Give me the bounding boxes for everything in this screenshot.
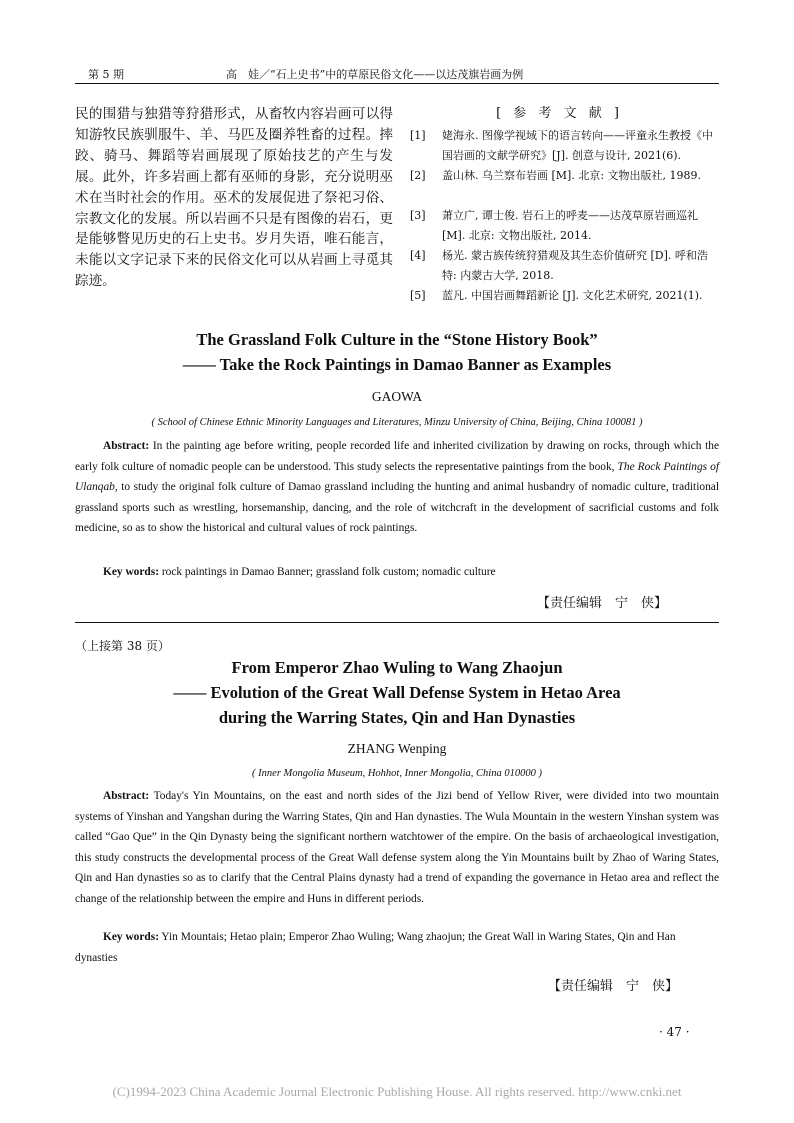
book-title: The Rock Paintings of Ulanqab	[75, 460, 719, 493]
reference-item	[410, 246, 719, 286]
reference-text: 萧立广, 谭士俊. 岩石上的呼麦——达茂草原岩画巡礼 [M]. 北京: 文物出版社, 2014.	[442, 209, 698, 242]
article2-author: ZHANG Wenping	[347, 741, 447, 756]
reference-number: [4]	[410, 249, 426, 262]
article2-editor: 【责任编辑 宁 侠】	[548, 979, 679, 994]
article2-title-line2: —— Evolution of the Great Wall Defense System in Hetao Area	[173, 683, 621, 702]
article1-affiliation: ( School of Chinese Ethnic Minority Languages and Literatures, Minzu University of China, Beijing, China 100081 )	[151, 417, 643, 428]
issue-number: 第 5 期	[88, 68, 124, 81]
keywords-label: Key words:	[103, 566, 159, 578]
keywords-label: Key words:	[103, 931, 159, 943]
article1-abstract	[75, 436, 719, 539]
reference-item	[410, 286, 719, 306]
reference-number: [3]	[410, 209, 426, 222]
reference-item	[410, 166, 719, 186]
article2-title-line3: during the Warring States, Qin and Han Dynasties	[218, 708, 576, 727]
article1-title-line1: The Grassland Folk Culture in the “Stone History Book”	[196, 330, 598, 349]
reference-text: 姥海永. 图像学视域下的语言转向——评童永生教授《中国岩画的文献学研究》[J]. 创意与设计, 2021(6).	[442, 129, 713, 162]
reference-text: 盖山林. 乌兰察布岩画 [M]. 北京: 文物出版社, 1989.	[442, 169, 702, 182]
reference-number: [5]	[410, 289, 426, 302]
keywords-text: rock paintings in Damao Banner; grassland folk custom; nomadic culture	[159, 566, 496, 578]
abstract-text: Today's Yin Mountains, on the east and north sides of the Jizi bend of Yellow River, were divided into two mountain systems of Yinshan and Yangshan during the Warring States, Qin and Han dynasties. The Wula Mountain in the western Yinshan system was called “Gao Que” in the Qin Dynasty being the significant northern watchtower of the empire. On the basis of archaeological investigation, this study constructs the developmental process of the Great Wall defense system along the Yin Mountains built by Zhao of Waring States, Qin and Han dynasties so as to clarify that the Central Plains dynasty had a trend of expanding the governance in Hetao area and reflect the change of the relationship between the empire and Huns in different periods.	[75, 790, 719, 905]
abstract-label: Abstract:	[103, 790, 150, 802]
running-title: 高 娃／“石上史书”中的草原民俗文化——以达茂旗岩画为例	[226, 68, 524, 81]
article1-editor: 【责任编辑 宁 侠】	[537, 596, 668, 611]
keywords-text: Yin Mountais; Hetao plain; Emperor Zhao Wuling; Wang zhaojun; the Great Wall in Waring States, Qin and Han dynasties	[75, 931, 676, 964]
header-rule	[75, 83, 719, 84]
article2-title-line1: From Emperor Zhao Wuling to Wang Zhaojun	[231, 658, 563, 677]
article2-keywords	[75, 927, 719, 968]
reference-item	[410, 206, 719, 246]
references-title: [ 参 考 文 献 ]	[496, 106, 623, 121]
reference-number: [2]	[410, 169, 426, 182]
body-paragraph: 民的围猎与独猎等狩猎形式，从畜牧内容岩画可以得知游牧民族驯服牛、羊、马匹及圈养牲畜的过程。摔跤、骑马、舞蹈等岩画展现了原始技艺的产生与发展。此外，许多岩画上都有巫师的身影，充分说明巫术在当时社会的作用。巫术的发展促进了祭祀习俗、宗教文化的发展。所以岩画不只是有图像的岩石，更是能够瞥见历史的石上史书。岁月失语，唯石能言，未能以文字记录下来的民俗文化可以从岩画上寻觅其踪迹。	[75, 106, 393, 290]
abstract-text: In the painting age before writing, people recorded life and inherited civilization by drawing on rocks, through which the early folk culture of nomadic people can be understood. This study selects the representative paintings from the book,	[75, 440, 719, 473]
article2-abstract	[75, 786, 719, 909]
reference-text: 杨光. 蒙古族传统狩猎观及其生态价值研究 [D]. 呼和浩特: 内蒙古大学, 2018.	[442, 249, 708, 282]
continued-note: （上接第 38 页）	[75, 639, 170, 653]
article1-title-line2: —— Take the Rock Paintings in Damao Banner as Examples	[182, 355, 612, 374]
article1-keywords	[75, 562, 719, 583]
abstract-label: Abstract:	[103, 440, 150, 452]
reference-text: 蓝凡. 中国岩画舞蹈新论 [J]. 文化艺术研究, 2021(1).	[442, 289, 703, 302]
page-number: · 47 ·	[659, 1025, 690, 1039]
article1-author: GAOWA	[371, 389, 423, 404]
article2-affiliation: ( Inner Mongolia Museum, Hohhot, Inner Mongolia, China 010000 )	[252, 768, 542, 779]
abstract-text: , to study the original folk culture of Damao grassland including the hunting and animal husbandry of nomadic culture, traditional grassland sports such as wrestling, horsemanship, dancing, and the role of witchcraft in the development of sacrificial customs and folk medicine, so as to show the historical and cultural values of rock paintings.	[75, 481, 719, 534]
section-separator	[75, 622, 719, 623]
copyright-footer: (C)1994-2023 China Academic Journal Electronic Publishing House. All rights reserved. http://www.cnki.net	[112, 1084, 682, 1099]
reference-item	[410, 126, 719, 166]
reference-number: [1]	[410, 129, 426, 142]
